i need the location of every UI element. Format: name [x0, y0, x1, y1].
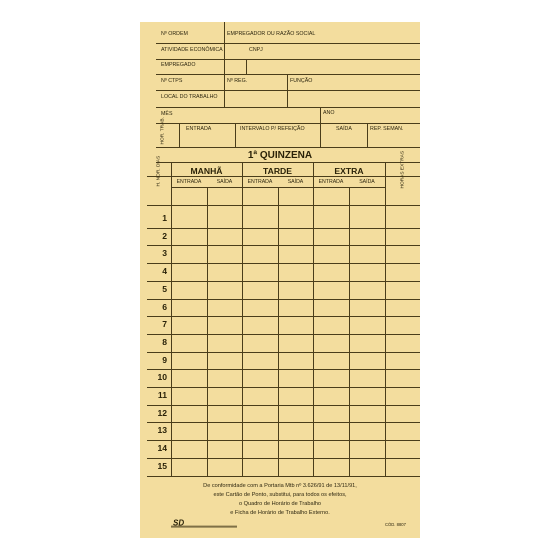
rule [156, 107, 420, 108]
row-line [147, 369, 420, 370]
row-line [147, 352, 420, 353]
field-mes: MÊS [161, 111, 173, 117]
field-ano: ANO [323, 110, 335, 116]
footer-line-3: o Quadro de Horário de Trabalho [238, 501, 322, 507]
col-tarde-entrada: ENTRADA [247, 179, 273, 185]
horas-extras-label: HORAS EXTRAS [400, 150, 406, 189]
divider [320, 107, 321, 123]
col-line [313, 162, 314, 476]
section-tarde: TARDE [263, 166, 292, 176]
footer-line-2: este Cartão de Ponto, substitui, para todos os efeitos, [213, 492, 347, 498]
row-line [147, 405, 420, 406]
col-extra-saida: SAÍDA [359, 179, 375, 185]
rule [147, 205, 420, 206]
row-line [147, 387, 420, 388]
divider [179, 123, 180, 147]
field-n-reg: Nº REG. [227, 78, 248, 84]
day-number: 8 [162, 336, 167, 347]
rule [156, 74, 420, 75]
rule [156, 90, 420, 91]
footer-line-1: De conformidade com a Portaria Mtb nº 3.626/91 de 13/11/91, [203, 483, 357, 489]
timecard [140, 22, 420, 538]
col-manha-entrada: ENTRADA [176, 179, 202, 185]
rule [156, 59, 420, 60]
sched-entrada: ENTRADA [186, 126, 212, 132]
row-line [147, 316, 420, 317]
day-number: 13 [157, 425, 167, 436]
logo-text: SD [173, 519, 185, 528]
page-title: 1ª QUINZENA [247, 150, 313, 161]
col-line [349, 187, 350, 476]
day-number: 15 [157, 460, 167, 471]
rule [147, 476, 420, 477]
divider [235, 123, 236, 147]
field-funcao: FUNÇÃO [290, 78, 313, 84]
col-line [385, 162, 386, 476]
field-n-ordem: Nº ORDEM [161, 31, 188, 37]
row-line [147, 440, 420, 441]
divider [320, 123, 321, 147]
field-n-ctps: Nº CTPS [161, 78, 183, 84]
col-extra-entrada: ENTRADA [318, 179, 344, 185]
field-atividade: ATIVIDADE ECONÔMICA [161, 47, 223, 53]
day-number: 10 [157, 372, 167, 383]
row-line [147, 299, 420, 300]
row-line [147, 228, 420, 229]
field-empregador: EMPREGADOR OU RAZÃO SOCIAL [227, 31, 316, 37]
sched-intervalo: INTERVALO P/ REFEIÇÃO [240, 126, 305, 132]
hor-trab-label: HOR. TRAB. [160, 117, 166, 145]
col-tarde-saida: SAÍDA [287, 179, 304, 185]
row-line [147, 281, 420, 282]
row-line [147, 263, 420, 264]
h-nor-dias-label: H. NOR. DIAS [156, 155, 162, 187]
day-number: 14 [157, 443, 167, 454]
col-line [278, 187, 279, 476]
row-line [147, 245, 420, 246]
product-code: CÓD. 8807 [385, 522, 406, 527]
sd-logo [171, 519, 237, 528]
day-number: 7 [162, 319, 167, 330]
col-line [207, 187, 208, 476]
day-number: 4 [162, 266, 167, 277]
day-number: 11 [157, 390, 167, 400]
day-number: 1 [162, 213, 167, 223]
field-local: LOCAL DO TRABALHO [161, 94, 218, 100]
divider [246, 59, 247, 74]
row-line [147, 422, 420, 423]
rule [156, 43, 420, 44]
sched-saida: SAÍDA [336, 126, 352, 132]
row-line [147, 334, 420, 335]
day-number: 6 [162, 301, 167, 312]
divider [367, 123, 368, 147]
field-cnpj: CNPJ [249, 47, 263, 53]
col-manha-saida: SAÍDA [216, 179, 233, 185]
field-empregado: EMPREGADO [161, 62, 196, 68]
rule [156, 162, 420, 163]
divider [287, 74, 288, 107]
rule [147, 176, 420, 177]
section-extra: EXTRA [334, 166, 364, 176]
day-number: 3 [162, 248, 167, 259]
day-number: 2 [162, 230, 167, 241]
sched-rep-seman: REP. SEMAN. [370, 126, 404, 132]
col-line [242, 162, 243, 476]
row-line [147, 458, 420, 459]
section-manha: MANHÃ [190, 166, 223, 176]
footer-line-4: e Ficha de Horário de Trabalho Externo. [230, 510, 330, 516]
rule [156, 147, 420, 148]
rule [156, 123, 420, 124]
divider [224, 22, 225, 74]
day-number: 9 [162, 354, 167, 365]
divider [224, 74, 225, 107]
col-line [171, 162, 172, 476]
day-number: 5 [162, 283, 167, 294]
day-number: 12 [157, 407, 167, 418]
